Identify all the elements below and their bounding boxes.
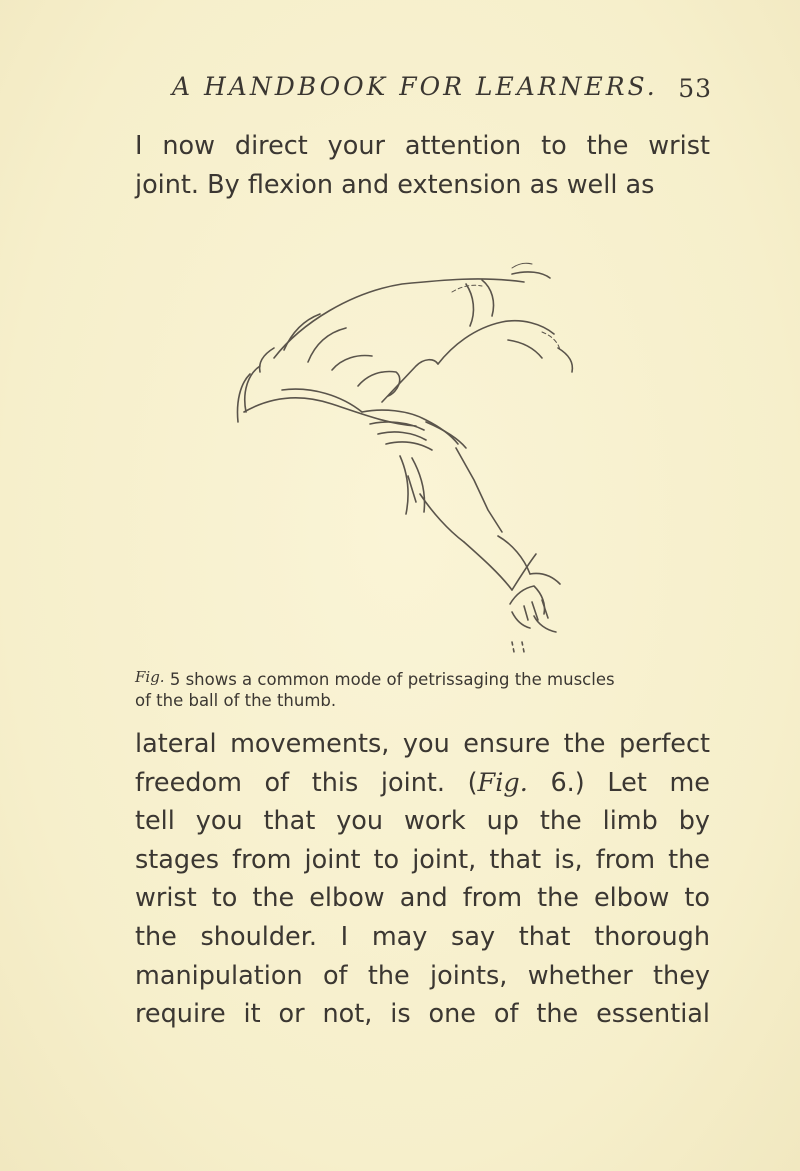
thumb-stroke (466, 284, 473, 326)
palm-shading (378, 432, 426, 440)
arm-edge (464, 542, 512, 590)
forearm-line (408, 476, 416, 502)
text-line (135, 764, 710, 803)
finger-stroke (542, 600, 548, 618)
thumb-stroke (512, 272, 550, 278)
hand-petrissage-illustration (212, 262, 690, 672)
text-line: I now direct your attention to the wrist (135, 131, 710, 161)
forearm-line (426, 422, 466, 448)
figure-reference: Fig. (477, 767, 528, 798)
page-number: 53 (678, 74, 712, 103)
book-title: A HANDBOOK FOR LEARNERS. (172, 72, 658, 101)
caption-fig-label: Fig. (135, 668, 165, 686)
text-fragment: freedom of this joint. ( (135, 767, 478, 798)
palm-shading (362, 410, 458, 444)
text-fragment: 6.) Let me (527, 767, 710, 798)
text-line: joint. By flexion and extension as well as (135, 169, 655, 200)
thumb-stroke (482, 280, 494, 316)
caption-text: 5 shows a common mode of petrissaging the muscles (169, 670, 615, 689)
text-line: lateral movements, you ensure the perfect (135, 729, 710, 759)
thumb-stroke (508, 340, 542, 358)
arm-edge (522, 642, 524, 652)
palm-shading (370, 422, 424, 430)
hatch-stroke (542, 332, 560, 350)
figure-caption (135, 667, 710, 711)
lower-hand-outline (530, 573, 560, 584)
knuckle-stroke (358, 372, 400, 396)
knuckle-stroke (332, 356, 372, 370)
running-header (172, 72, 712, 101)
text-line: manipulation of the joints, whether they (135, 960, 710, 991)
text-line: require it or not, is one of the essential (135, 999, 710, 1030)
hatch-stroke (452, 285, 482, 292)
arm-edge (512, 642, 514, 652)
text-line: stages from joint to joint, that is, from the (135, 844, 710, 875)
palm-stroke (438, 321, 554, 364)
finger-stroke (524, 606, 528, 620)
paragraph-main (135, 725, 710, 1034)
arm-edge (456, 448, 502, 532)
caption-text: of the ball of the thumb. (135, 691, 337, 710)
lower-hand-outline (510, 586, 545, 614)
finger-stroke (260, 348, 274, 372)
text-line: wrist to the elbow and from the elbow to (135, 883, 710, 914)
finger-stroke (308, 328, 346, 362)
hatch-stroke (512, 263, 532, 268)
text-line: tell you that you work up the limb by (135, 806, 710, 837)
forearm-line (400, 456, 408, 514)
paragraph-intro (135, 127, 710, 204)
forearm-line (420, 494, 464, 542)
forearm-line (412, 458, 425, 512)
cuff-stroke (558, 348, 572, 372)
palm-shading (386, 442, 432, 450)
text-line: the shoulder. I may say that thorough (135, 921, 710, 952)
lower-hand-outline (512, 554, 536, 590)
